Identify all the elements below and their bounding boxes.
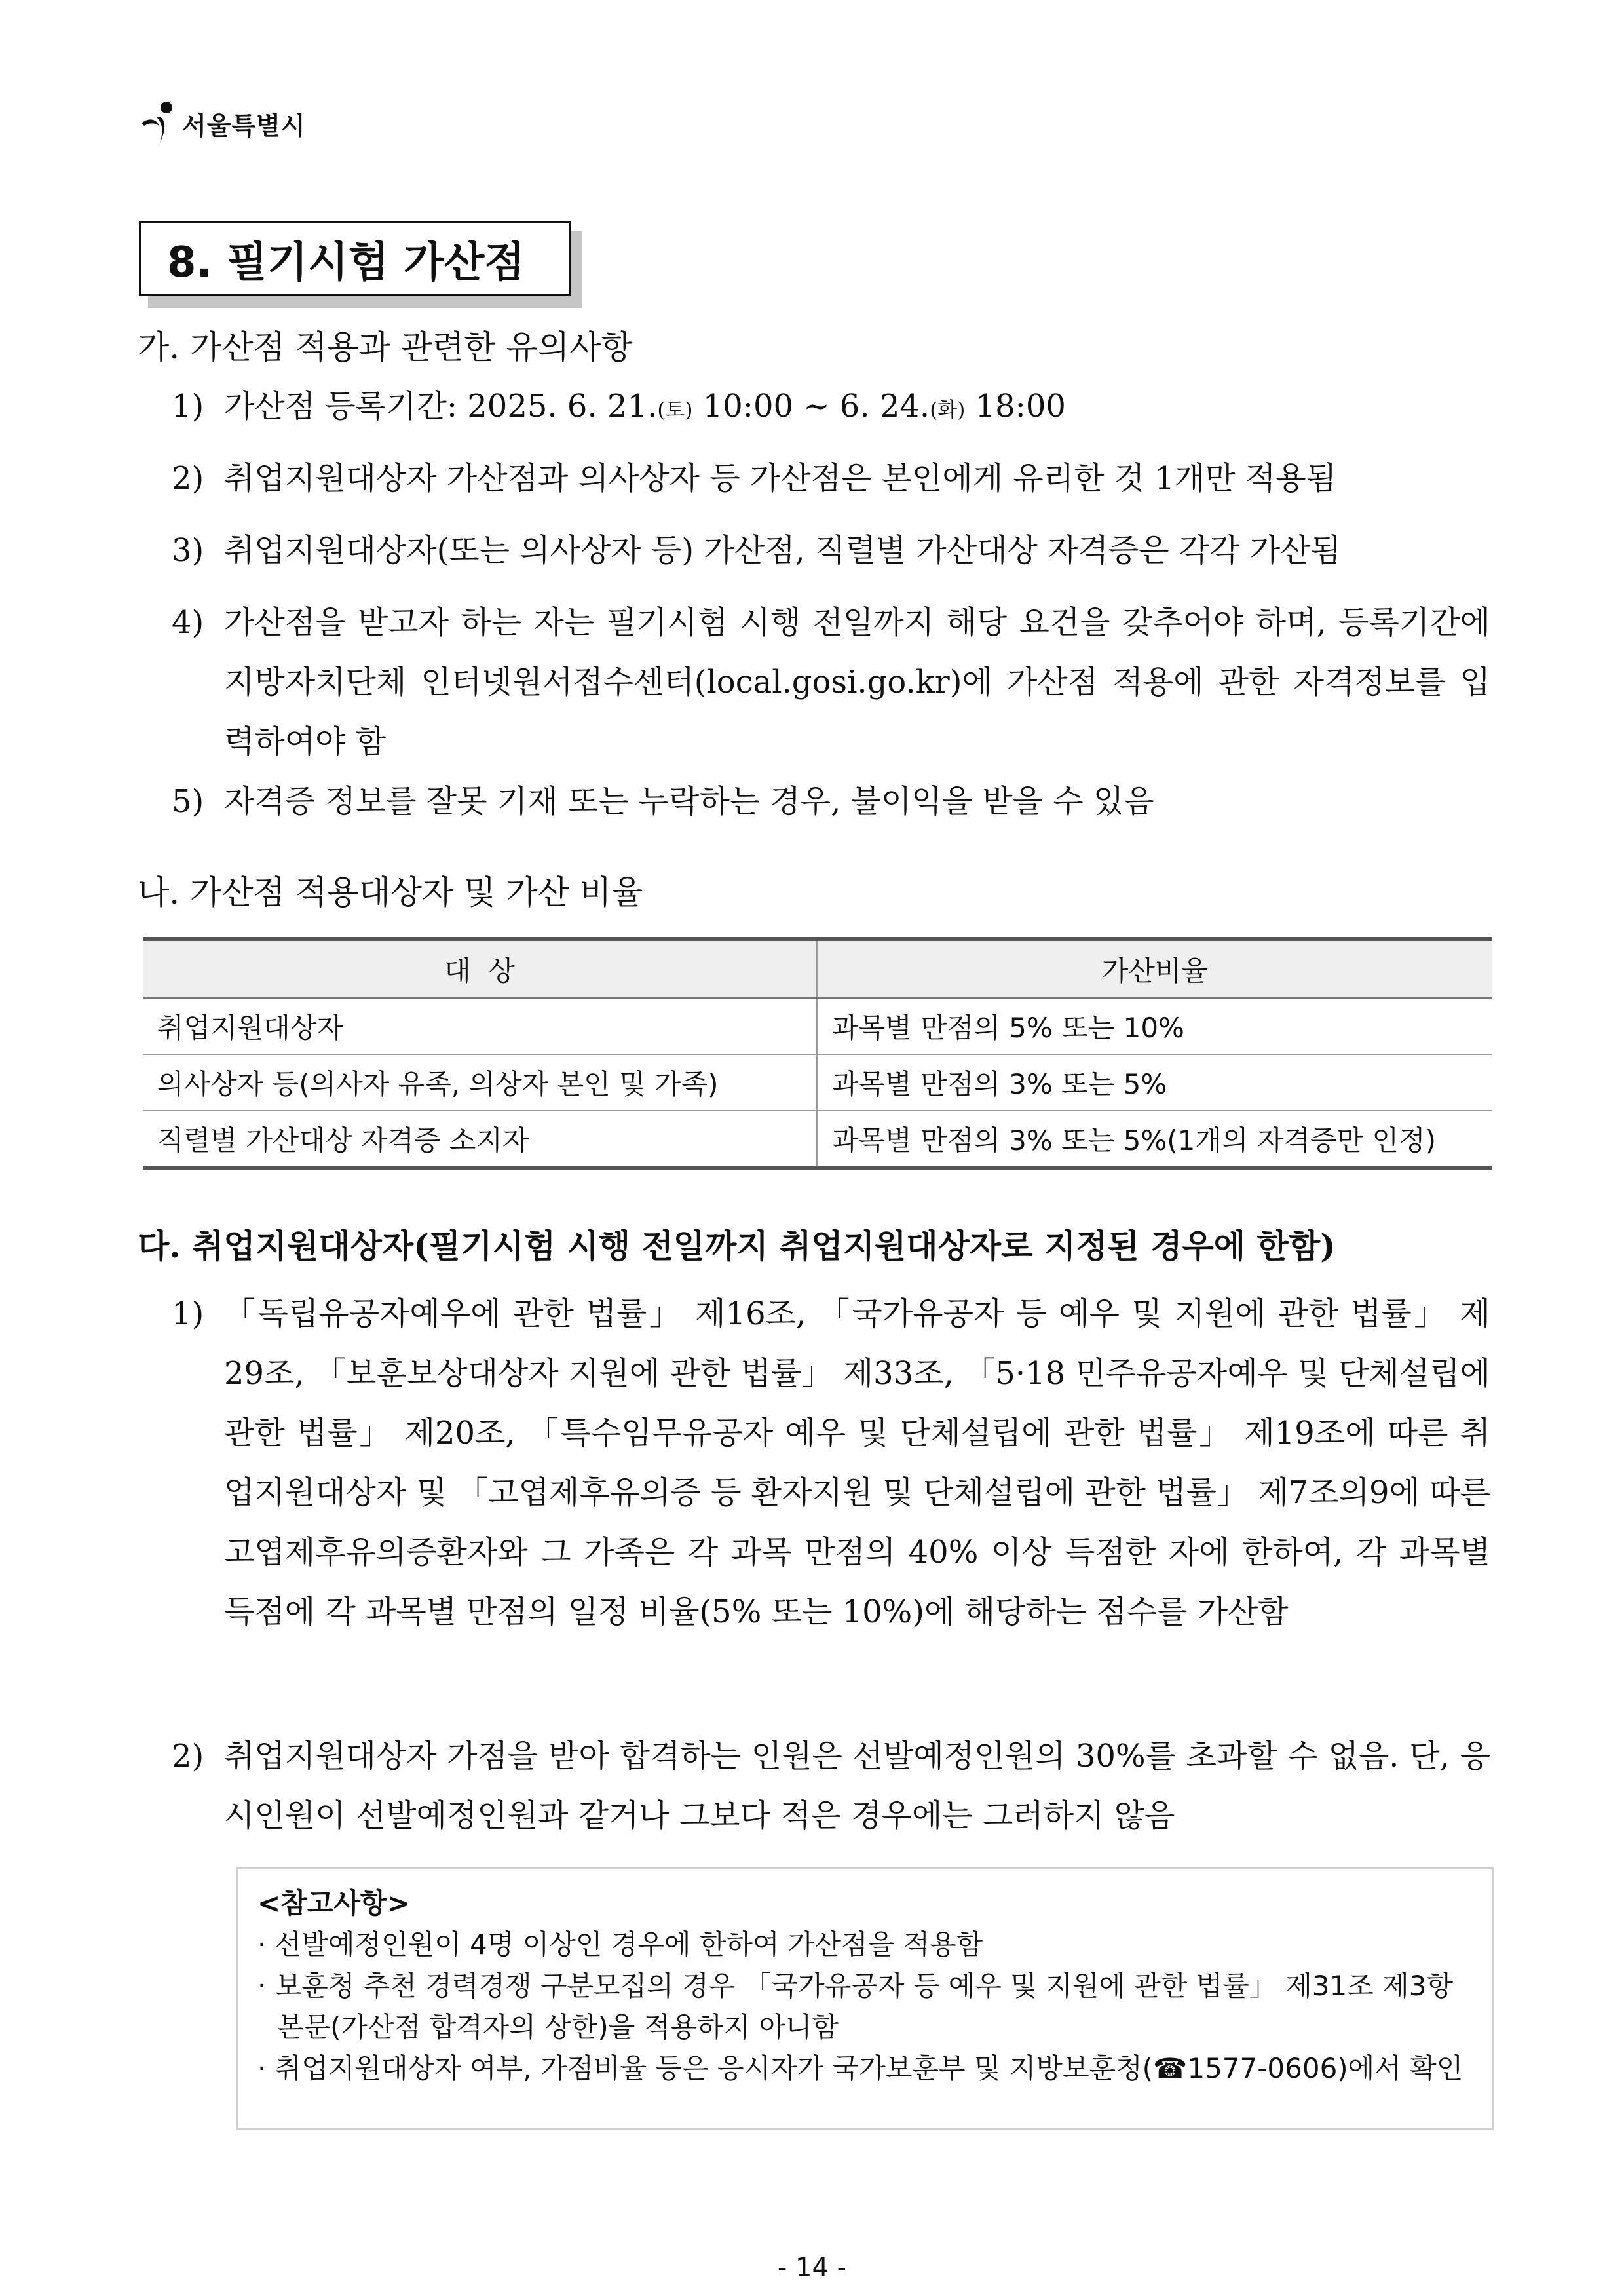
table-cell: 과목별 만점의 3% 또는 5%(1개의 자격증만 인정) — [817, 1111, 1492, 1168]
table-cell: 의사상자 등(의사자 유족, 의상자 본인 및 가족) — [143, 1054, 817, 1111]
seoul-logo-icon — [138, 97, 179, 149]
item-number: 1) — [172, 388, 204, 425]
page-number: - 14 - — [777, 2253, 847, 2283]
table-cell: 과목별 만점의 5% 또는 10% — [817, 998, 1492, 1054]
list-item-a4 — [172, 593, 1490, 772]
list-item-a3 — [172, 521, 1490, 581]
list-item-c1 — [172, 1284, 1490, 1642]
item-text: 「독립유공자예우에 관한 법률」 제16조, 「국가유공자 등 예우 및 지원에 관한 법률」 제29조, 「보훈보상대상자 지원에 관한 법률」 제33조, 「5·18 민주유공자예우 및 단체설립에 관한 법률」 제20조, 「특수임무유공자 예우 및 단체설립에 관한 법률」 제19조에 따른 취업지원대상자 및 「고엽제후유의증 등 환자지원 및 단체설립에 관한 법률」 제7조의9에 따른 고엽제후유의증환자와 그 가족은 각 과목 만점의 40% 이상 득점한 자에 한하여, 각 과목별 득점에 각 과목별 만점의 일정 비율(5% 또는 10%)에 해당하는 점수를 가산함 — [224, 1295, 1490, 1630]
list-item-a5 — [172, 772, 1490, 832]
seoul-logo — [138, 97, 306, 149]
item-text: 취업지원대상자 가산점과 의사상자 등 가산점은 본인에게 유리한 것 1개만 적용됨 — [224, 460, 1337, 497]
bonus-rate-table — [143, 937, 1492, 1170]
note-line: · 취업지원대상자 여부, 가점비율 등은 응시자가 국가보훈부 및 지방보훈청(☎1577-0606)에서 확인 — [257, 2052, 1463, 2084]
note-title: <참고사항> — [257, 1887, 410, 1919]
item-number: 2) — [172, 1738, 204, 1774]
item-number: 5) — [172, 783, 204, 820]
heading-a: 가. 가산점 적용과 관련한 유의사항 — [138, 328, 633, 366]
heading-b: 나. 가산점 적용대상자 및 가산 비율 — [138, 873, 643, 911]
item-number: 2) — [172, 460, 204, 497]
table-header-row — [143, 939, 1492, 998]
col-header-target: 대 상 — [143, 939, 817, 998]
item-text: 자격증 정보를 잘못 기재 또는 누락하는 경우, 불이익을 받을 수 있음 — [224, 783, 1154, 820]
item-number: 3) — [172, 532, 204, 569]
item-text: 취업지원대상자 가점을 받아 합격하는 인원은 선발예정인원의 30%를 초과할 수 없음. 단, 응시인원이 선발예정인원과 같거나 그보다 적은 경우에는 그러하지 않음 — [224, 1738, 1491, 1834]
list-item-a1 — [172, 377, 1490, 440]
section-title: 8. 필기시험 가산점 — [139, 221, 571, 296]
list-item-c2 — [172, 1727, 1490, 1846]
col-header-rate: 가산비율 — [817, 939, 1492, 998]
list-item-a2 — [172, 449, 1490, 508]
note-line: 본문(가산점 합격자의 상한)을 적용하지 아니함 — [277, 2011, 839, 2043]
table-cell: 과목별 만점의 3% 또는 5% — [817, 1054, 1492, 1111]
table-row — [143, 1054, 1492, 1111]
item-number: 1) — [172, 1295, 204, 1332]
table-row — [143, 998, 1492, 1054]
heading-c: 다. 취업지원대상자(필기시험 시행 전일까지 취업지원대상자로 지정된 경우에 한함) — [138, 1227, 1336, 1265]
table-row — [143, 1111, 1492, 1168]
item-number: 4) — [172, 604, 204, 641]
reference-note-box — [236, 1867, 1494, 2130]
note-line: · 보훈청 추천 경력경쟁 구분모집의 경우 「국가유공자 등 예우 및 지원에 관한 법률」 제31조 제3항 — [257, 1970, 1454, 2002]
table-cell: 취업지원대상자 — [143, 998, 817, 1054]
logo-text: 서울특별시 — [182, 111, 306, 140]
item-text: 가산점 등록기간: 2025. 6. 21.(토) 10:00 ~ 6. 24.(화) 18:00 — [224, 388, 1066, 425]
item-text: 취업지원대상자(또는 의사상자 등) 가산점, 직렬별 가산대상 자격증은 각각 가산됨 — [224, 532, 1341, 569]
note-line: · 선발예정인원이 4명 이상인 경우에 한하여 가산점을 적용함 — [257, 1928, 983, 1961]
item-text: 가산점을 받고자 하는 자는 필기시험 시행 전일까지 해당 요건을 갖추어야 하며, 등록기간에 지방자치단체 인터넷원서접수센터(local.gosi.go.kr)에 가산점 적용에 관한 자격정보를 입력하여야 함 — [224, 604, 1490, 760]
table-cell: 직렬별 가산대상 자격증 소지자 — [143, 1111, 817, 1168]
